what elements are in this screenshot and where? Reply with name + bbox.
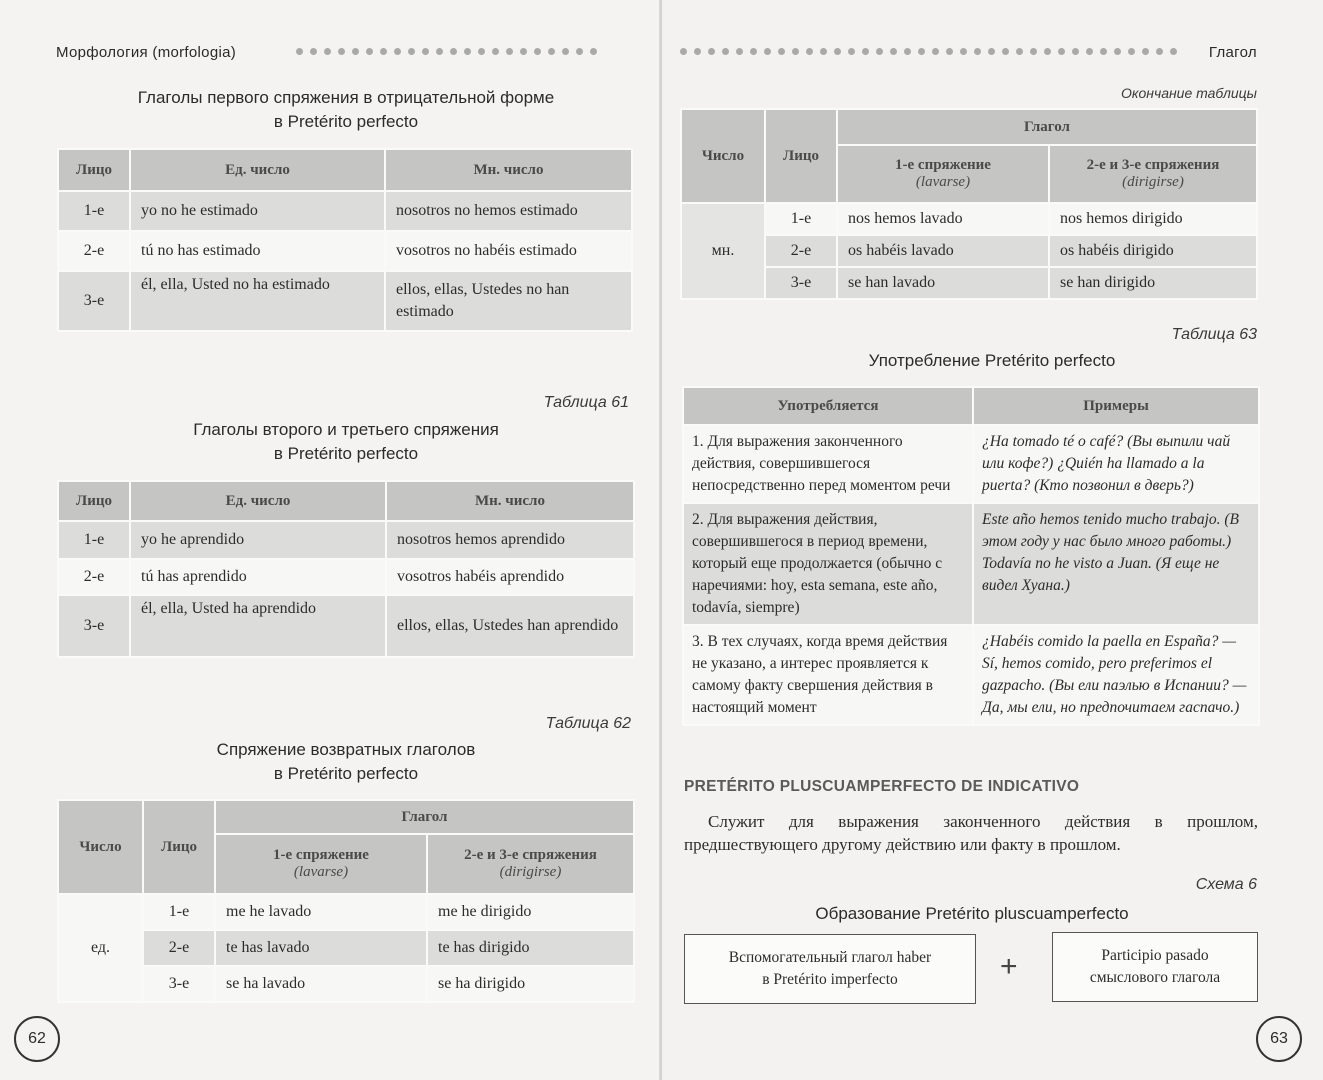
table61-label: Таблица 61 <box>543 394 629 411</box>
table-header: Лицо <box>58 481 130 521</box>
scheme-label: Схема 6 <box>1195 876 1257 893</box>
plus-sign: + <box>1000 950 1018 983</box>
table60 <box>57 148 633 332</box>
running-header-left: Морфология (morfologia) <box>56 44 237 61</box>
table-header: Мн. число <box>385 149 632 191</box>
table63 <box>682 386 1260 726</box>
table61 <box>57 480 635 658</box>
table-header: Употребляется <box>683 387 973 425</box>
table63-label: Таблица 63 <box>1171 326 1257 343</box>
table62-label: Таблица 62 <box>545 715 631 732</box>
table-header: Число <box>58 800 143 894</box>
table-header: Лицо <box>58 149 130 191</box>
table-header: 2-е и 3-е спряжения (dirigirse) <box>427 834 634 894</box>
table-row: 2-е te has lavado te has dirigido <box>58 930 634 966</box>
table-row: 2-е tú has aprendido vosotros habéis aprendido <box>58 559 634 595</box>
table-row: 3-е él, ella, Usted no ha estimado ellos, ellas, Ustedes no han estimado <box>58 271 632 331</box>
table-row: 3-е se han lavado se han dirigido <box>681 267 1257 299</box>
table-row: 2. Для выражения действия, совершившегося в период времени, который еще продолжается (обычно с наречиями: hoy, esta semana, este año, todavía, siempre) Este año hemos tenido mucho trabajo. (В этом году у нас было много работы.) Todavía no he visto a Juan. (Я еще не видел Хуана.) <box>683 503 1259 625</box>
scheme-box-participle: Participio pasado смыслового глагола <box>1052 932 1258 1002</box>
table62-title: Спряжение возвратных глаголов в Pretérito perfecto <box>216 740 476 783</box>
table63-title: Употребление Pretérito perfecto <box>868 351 1116 370</box>
table-header: Мн. число <box>386 481 634 521</box>
table62-continued <box>680 108 1258 300</box>
table61-title: Глаголы второго и третьего спряжения в Pretérito perfecto <box>193 420 499 463</box>
table-row: 2-е tú no has estimado vosotros no habéis estimado <box>58 231 632 271</box>
table-row: 1. Для выражения законченного действия, совершившегося непосредственно перед моментом речи ¿Ha tomado té o café? (Вы выпили чай или кофе?) ¿Quién ha llamado a la puerta? (Кто позвонил в дверь?) <box>683 425 1259 503</box>
table-header: Глагол <box>837 109 1257 145</box>
table-row: 3-е él, ella, Usted ha aprendido ellos, ellas, Ustedes han aprendido <box>58 595 634 657</box>
table-header: 1-е спряжение (lavarse) <box>837 145 1049 203</box>
table-header: Примеры <box>973 387 1259 425</box>
scheme-title: Образование Pretérito pluscuamperfecto <box>815 904 1129 923</box>
table62 <box>57 799 635 1003</box>
table-row: 3-е se ha lavado se ha dirigido <box>58 966 634 1002</box>
table-row: 1-е yo no he estimado nosotros no hemos estimado <box>58 191 632 231</box>
table-header: Глагол <box>215 800 634 834</box>
left-page <box>0 0 661 1080</box>
table-row: 3. В тех случаях, когда время действия не указано, а интерес проявляется к самому факту свершения действия в настоящий момент ¿Habéis comido la paella en España? — Sí, hemos comido, pero preferimos el gazpacho. (Вы ели паэлью в Испании? — Да, мы ели, но предпочитаем гаспачо.) <box>683 625 1259 725</box>
table-row: 2-е os habéis lavado os habéis dirigido <box>681 235 1257 267</box>
scheme-box-auxiliary: Вспомогательный глагол haber в Pretérito imperfecto <box>684 934 976 1004</box>
table-header: 2-е и 3-е спряжения (dirigirse) <box>1049 145 1257 203</box>
running-header-right: Глагол <box>1208 44 1257 61</box>
table-header: 1-е спряжение (lavarse) <box>215 834 427 894</box>
section-heading: PRETÉRITO PLUSCUAMPERFECTO DE INDICATIVO <box>684 778 1080 795</box>
table-continuation-label: Окончание таблицы <box>1120 85 1257 101</box>
section-text: Служит для выражения законченного действия в прошлом, предшествующего другому действию или факту в прошлом. <box>684 812 1258 854</box>
page-number-right: 63 <box>1256 1016 1302 1062</box>
table-header: Ед. число <box>130 481 386 521</box>
table-header: Лицо <box>765 109 837 203</box>
table-header: Лицо <box>143 800 215 894</box>
right-page <box>662 0 1323 1080</box>
table60-title: Глаголы первого спряжения в отрицательной форме в Pretérito perfecto <box>137 88 555 131</box>
table-header: Число <box>681 109 765 203</box>
header-dot-rule <box>296 48 604 58</box>
table-header: Ед. число <box>130 149 385 191</box>
header-dot-rule <box>680 48 1184 58</box>
table-row: ед. 1-е me he lavado me he dirigido <box>58 894 634 930</box>
table-row: мн. 1-е nos hemos lavado nos hemos dirigido <box>681 203 1257 235</box>
table-row: 1-е yo he aprendido nosotros hemos aprendido <box>58 521 634 559</box>
page-number-left: 62 <box>14 1016 60 1062</box>
